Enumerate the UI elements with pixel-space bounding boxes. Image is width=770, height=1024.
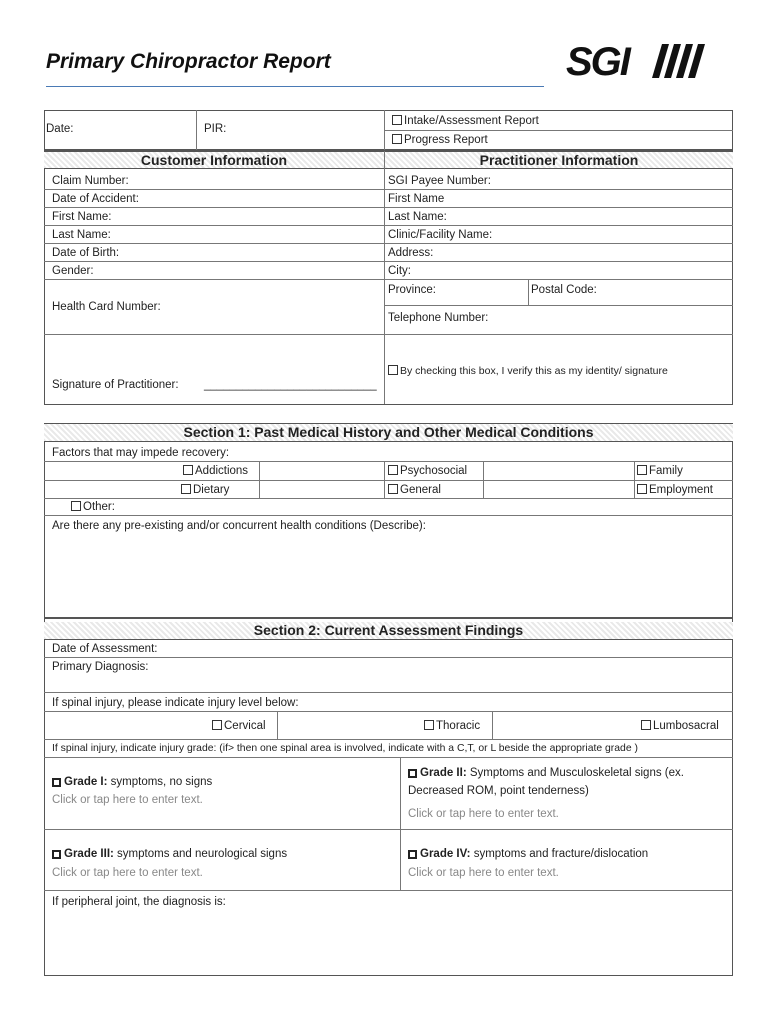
sgi-logo [566,42,714,80]
general-option[interactable]: General [388,483,441,497]
checkbox-icon[interactable] [641,720,651,730]
primary-diagnosis-label: Primary Diagnosis: [52,661,149,673]
customer-info-heading: Customer Information [44,151,384,169]
grade4-option[interactable]: Grade IV: symptoms and fracture/dislocation [408,847,648,861]
dietary-option[interactable]: Dietary [181,483,229,497]
family-option[interactable]: Family [637,464,683,478]
spinal-level-label: If spinal injury, please indicate injury level below: [52,697,299,709]
checkbox-icon[interactable] [424,720,434,730]
checkbox-icon[interactable] [52,778,61,787]
psychosocial-option[interactable]: Psychosocial [388,464,467,478]
clinic-name-label: Clinic/Facility Name: [388,229,493,241]
spinal-grade-label: If spinal injury, indicate injury grade: (if> then one spinal area is involved, indicate with a C,T, or L beside the appropriate grade ) [52,743,638,754]
city-label: City: [388,265,411,277]
checkbox-icon[interactable] [637,465,647,475]
grade1-text-input[interactable]: Click or tap here to enter text. [52,794,203,806]
checkbox-icon[interactable] [183,465,193,475]
checkbox-icon[interactable] [52,850,61,859]
practitioner-first-name-label: First Name [388,193,445,205]
pir-label: PIR: [204,123,227,135]
date-of-birth-label: Date of Birth: [52,247,120,259]
cervical-option[interactable]: Cervical [212,719,266,733]
date-of-accident-label: Date of Accident: [52,193,139,205]
checkbox-icon[interactable] [392,115,402,125]
preexisting-conditions-label: Are there any pre-existing and/or concurrent health conditions (Describe): [52,520,426,532]
other-option[interactable]: Other: [71,500,115,514]
telephone-label: Telephone Number: [388,312,489,324]
grade3-text-input[interactable]: Click or tap here to enter text. [52,867,203,879]
thoracic-option[interactable]: Thoracic [424,719,480,733]
last-name-label: Last Name: [52,229,111,241]
address-label: Address: [388,247,434,259]
grade2-text-input[interactable]: Click or tap here to enter text. [408,808,559,820]
grade1-option[interactable]: Grade I: symptoms, no signs [52,775,212,789]
intake-report-option[interactable]: Intake/Assessment Report [392,114,539,128]
checkbox-icon[interactable] [408,769,417,778]
addictions-option[interactable]: Addictions [183,464,248,478]
gender-label: Gender: [52,265,94,277]
practitioner-last-name-label: Last Name: [388,211,447,223]
grade2-option[interactable]: Grade II: Symptoms and Musculoskeletal signs (ex. [408,766,684,780]
signature-line[interactable]: ___________________________ [204,379,377,391]
section1-heading: Section 1: Past Medical History and Other Medical Conditions [44,424,733,442]
progress-report-option[interactable]: Progress Report [392,133,488,147]
postal-code-label: Postal Code: [531,284,597,296]
factors-label: Factors that may impede recovery: [52,447,230,459]
section2-heading: Section 2: Current Assessment Findings [44,622,733,640]
checkbox-icon[interactable] [388,465,398,475]
checkbox-icon[interactable] [637,484,647,494]
checkbox-icon[interactable] [392,134,402,144]
practitioner-info-heading: Practitioner Information [385,151,733,169]
grade3-option[interactable]: Grade III: symptoms and neurological signs [52,847,287,861]
province-label: Province: [388,284,436,296]
grade2-text-continued: Decreased ROM, point tenderness) [408,785,589,797]
employment-option[interactable]: Employment [637,483,713,497]
checkbox-icon[interactable] [408,850,417,859]
title-underline [46,86,544,87]
payee-number-label: SGI Payee Number: [388,175,491,187]
verify-identity-option[interactable]: By checking this box, I verify this as my identity/ signature [388,364,668,378]
claim-number-label: Claim Number: [52,175,129,187]
checkbox-icon[interactable] [181,484,191,494]
checkbox-icon[interactable] [212,720,222,730]
checkbox-icon[interactable] [388,365,398,375]
first-name-label: First Name: [52,211,112,223]
lumbosacral-option[interactable]: Lumbosacral [641,719,719,733]
health-card-label: Health Card Number: [52,301,161,313]
page-title: Primary Chiropractor Report [46,50,331,73]
grade4-text-input[interactable]: Click or tap here to enter text. [408,867,559,879]
date-label: Date: [46,123,74,135]
checkbox-icon[interactable] [71,501,81,511]
svg-text:SGI: SGI [566,42,629,80]
date-of-assessment-label: Date of Assessment: [52,643,158,655]
checkbox-icon[interactable] [388,484,398,494]
signature-label: Signature of Practitioner: [52,379,179,391]
peripheral-joint-label: If peripheral joint, the diagnosis is: [52,896,226,908]
